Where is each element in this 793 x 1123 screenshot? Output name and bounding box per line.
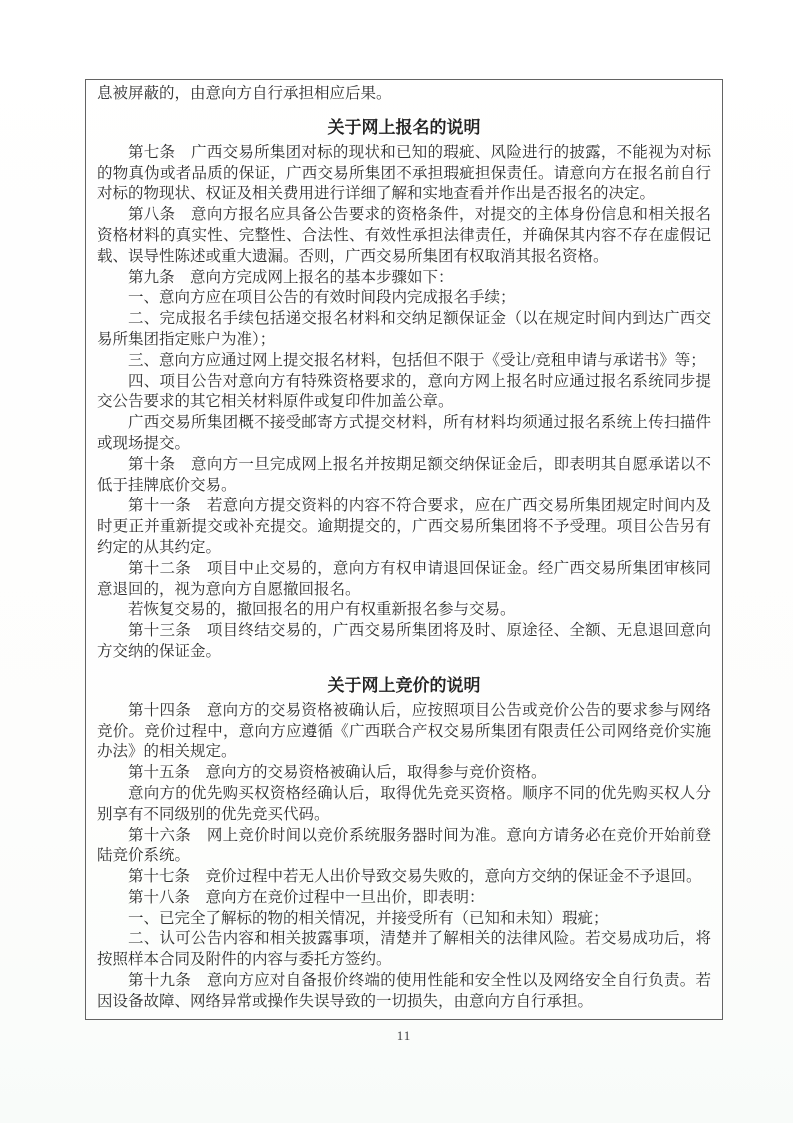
body-paragraph: 二、完成报名手续包括递交报名材料和交纳足额保证金（以在规定时间内到达广西交易所集团指定账户为准）； bbox=[97, 310, 711, 348]
section-heading: 关于网上报名的说明 bbox=[327, 117, 481, 137]
body-paragraph: 第十七条 竞价过程中若无人出价导致交易失败的，意向方交纳的保证金不予退回。 bbox=[128, 868, 702, 886]
body-paragraph: 一、意向方应在项目公告的有效时间段内完成报名手续； bbox=[128, 289, 516, 307]
body-paragraph: 第十二条 项目中止交易的，意向方有权申请退回保证金。经广西交易所集团审核同意退回的，视为意向方自愿撤回报名。 bbox=[97, 559, 711, 598]
body-paragraph: 第十六条 网上竞价时间以竞价系统服务器时间为准。意向方请务必在竞价开始前登陆竞价系统。 bbox=[97, 826, 711, 865]
body-paragraph: 第十三条 项目终结交易的，广西交易所集团将及时、原途径、全额、无息退回意向方交纳的保证金。 bbox=[97, 622, 711, 660]
body-paragraph: 第九条 意向方完成网上报名的基本步骤如下： bbox=[128, 268, 454, 286]
body-paragraph: 第十五条 意向方的交易资格被确认后，取得参与竞价资格。 bbox=[128, 764, 547, 782]
document-border-frame bbox=[85, 79, 723, 1020]
page-number: 11 bbox=[396, 1028, 412, 1043]
body-paragraph: 四、项目公告对意向方有特殊资格要求的，意向方网上报名时应通过报名系统同步提交公告要求的其它相关材料原件或复印件加盖公章。 bbox=[97, 372, 711, 411]
body-paragraph: 广西交易所集团概不接受邮寄方式提交材料，所有材料均须通过报名系统上传扫描件或现场提交。 bbox=[97, 414, 711, 452]
continuation-paragraph: 息被屏蔽的，由意向方自行承担相应后果。 bbox=[97, 85, 392, 102]
section-heading: 关于网上竞价的说明 bbox=[327, 675, 481, 695]
body-paragraph: 第十九条 意向方应对自备报价终端的使用性能和安全性以及网络安全自行负责。若因设备故障、网络异常或操作失误导致的一切损失，由意向方自行承担。 bbox=[97, 972, 711, 1010]
body-paragraph: 意向方的优先购买权资格经确认后，取得优先竞买资格。顺序不同的优先购买权人分别享有不同级别的优先竞买代码。 bbox=[97, 784, 711, 823]
body-paragraph: 若恢复交易的，撤回报名的用户有权重新报名参与交易。 bbox=[128, 601, 516, 619]
body-paragraph: 一、已完全了解标的物的相关情况，并接受所有（已知和未知）瑕疵； bbox=[128, 909, 609, 927]
body-paragraph: 第十条 意向方一旦完成网上报名并按期足额交纳保证金后，即表明其自愿承诺以不低于挂牌底价交易。 bbox=[97, 455, 711, 494]
body-paragraph: 第十八条 意向方在竞价过程中一旦出价，即表明： bbox=[128, 888, 485, 906]
body-paragraph: 第十一条 若意向方提交资料的内容不符合要求，应在广西交易所集团规定时间内及时更正并重新提交或补充提交。逾期提交的，广西交易所集团将不予受理。项目公告另有约定的从其约定。 bbox=[97, 497, 711, 556]
body-paragraph: 第八条 意向方报名应具备公告要求的资格条件，对提交的主体身份信息和相关报名资格材料的真实性、完整性、合法性、有效性承担法律责任，并确保其内容不存在虚假记载、误导性陈述或重大遗漏。否则，广西交易所集团有权取消其报名资格。 bbox=[97, 206, 711, 265]
body-paragraph: 二、认可公告内容和相关披露事项，清楚并了解相关的法律风险。若交易成功后，将按照样本合同及附件的内容与委托方签约。 bbox=[97, 930, 711, 969]
body-paragraph: 第七条 广西交易所集团对标的现状和已知的瑕疵、风险进行的披露，不能视为对标的物真伪或者品质的保证，广西交易所集团不承担瑕疵担保责任。请意向方在报名前自行对标的物现状、权证及相关费用进行详细了解和实地查看并作出是否报名的决定。 bbox=[97, 143, 711, 203]
document-body bbox=[97, 84, 711, 1013]
body-paragraph: 第十四条 意向方的交易资格被确认后，应按照项目公告或竞价公告的要求参与网络竞价。竞价过程中，意向方应遵循《广西联合产权交易所集团有限责任公司网络竞价实施办法》的相关规定。 bbox=[97, 701, 711, 761]
body-paragraph: 三、意向方应通过网上提交报名材料，包括但不限于《受让/竞租申请与承诺书》等； bbox=[128, 351, 706, 369]
